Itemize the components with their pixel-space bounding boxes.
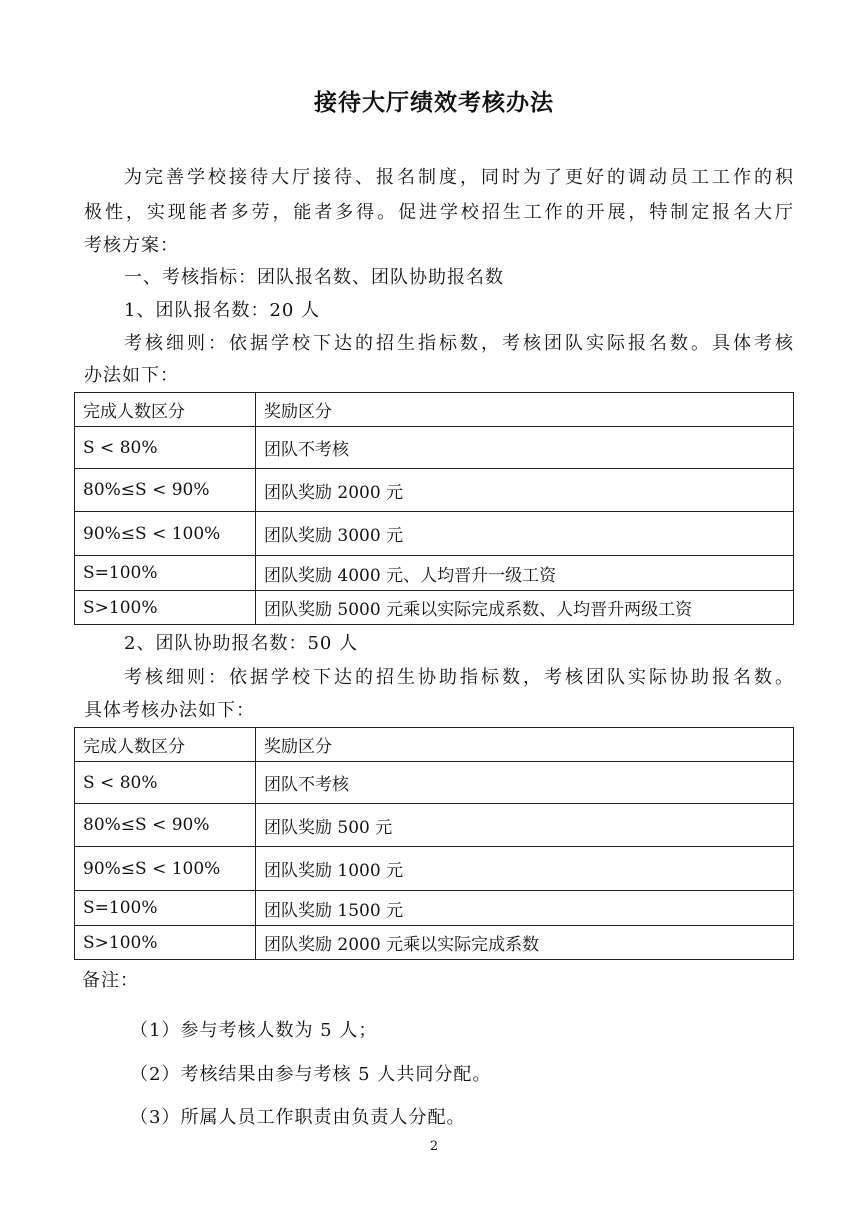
intro-line-1: 为完善学校接待大厅接待、报名制度，同时为了更好的调动员工工作的积: [124, 167, 794, 188]
table-row: [75, 804, 794, 847]
table-cell: 团队不考核: [256, 762, 794, 804]
section-heading: 一、考核指标：团队报名数、团队协助报名数: [124, 267, 504, 288]
intro-line-3: 考核方案：: [84, 235, 179, 256]
section1-heading: 1、团队报名数：20 人: [124, 300, 321, 321]
table-cell: 80%≤S < 90%: [75, 804, 256, 847]
table-header-cell: 奖励区分: [256, 393, 794, 427]
table-cell: 团队奖励 4000 元、人均晋升一级工资: [256, 556, 794, 591]
section2-heading: 2、团队协助报名数：50 人: [124, 633, 359, 654]
table-cell: 80%≤S < 90%: [75, 469, 256, 512]
section2-table: [74, 727, 794, 960]
table-cell: 90%≤S < 100%: [75, 512, 256, 556]
table-row: [75, 762, 794, 804]
table-row: [75, 512, 794, 556]
table-cell: 团队奖励 1500 元: [256, 891, 794, 926]
section2-rule-line-1: 考核细则：依据学校下达的招生协助指标数，考核团队实际协助报名数。: [124, 667, 794, 688]
table-cell: 团队奖励 5000 元乘以实际完成系数、人均晋升两级工资: [256, 591, 794, 625]
table-cell: 团队奖励 1000 元: [256, 847, 794, 891]
remark-item-1: （1）参与考核人数为 5 人；: [130, 1020, 378, 1041]
section2-rule-line-2: 具体考核办法如下：: [84, 700, 255, 721]
table-header-row: [75, 728, 794, 762]
section1-rule-line-2: 办法如下：: [84, 365, 179, 386]
page-number: 2: [429, 1139, 439, 1154]
table-cell: S < 80%: [75, 762, 256, 804]
table-cell: S>100%: [75, 926, 256, 960]
table-cell: 90%≤S < 100%: [75, 847, 256, 891]
remark-item-3: （3）所属人员工作职责由负责人分配。: [130, 1107, 466, 1128]
table-cell: 团队奖励 2000 元乘以实际完成系数: [256, 926, 794, 960]
table-cell: 团队奖励 2000 元: [256, 469, 794, 512]
table-row: [75, 847, 794, 891]
table-header-cell: 完成人数区分: [75, 393, 256, 427]
table-cell: 团队不考核: [256, 427, 794, 469]
table-row: [75, 556, 794, 591]
intro-line-2: 极性，实现能者多劳，能者多得。促进学校招生工作的开展，特制定报名大厅: [84, 202, 794, 223]
table-cell: S=100%: [75, 556, 256, 591]
table-row: [75, 591, 794, 625]
table-header-cell: 奖励区分: [256, 728, 794, 762]
table-row: [75, 926, 794, 960]
table-row: [75, 427, 794, 469]
remark-item-2: （2）考核结果由参与考核 5 人共同分配。: [130, 1064, 492, 1085]
table-row: [75, 469, 794, 512]
remarks-label: 备注：: [82, 970, 139, 991]
table-cell: S < 80%: [75, 427, 256, 469]
document-title: 接待大厅绩效考核办法: [314, 90, 554, 116]
table-cell: 团队奖励 3000 元: [256, 512, 794, 556]
table-cell: S>100%: [75, 591, 256, 625]
table-header-row: [75, 393, 794, 427]
table-cell: S=100%: [75, 891, 256, 926]
table-header-cell: 完成人数区分: [75, 728, 256, 762]
table-row: [75, 891, 794, 926]
section1-table: [74, 392, 794, 625]
section1-rule-line-1: 考核细则：依据学校下达的招生指标数，考核团队实际报名数。具体考核: [124, 333, 794, 354]
table-cell: 团队奖励 500 元: [256, 804, 794, 847]
